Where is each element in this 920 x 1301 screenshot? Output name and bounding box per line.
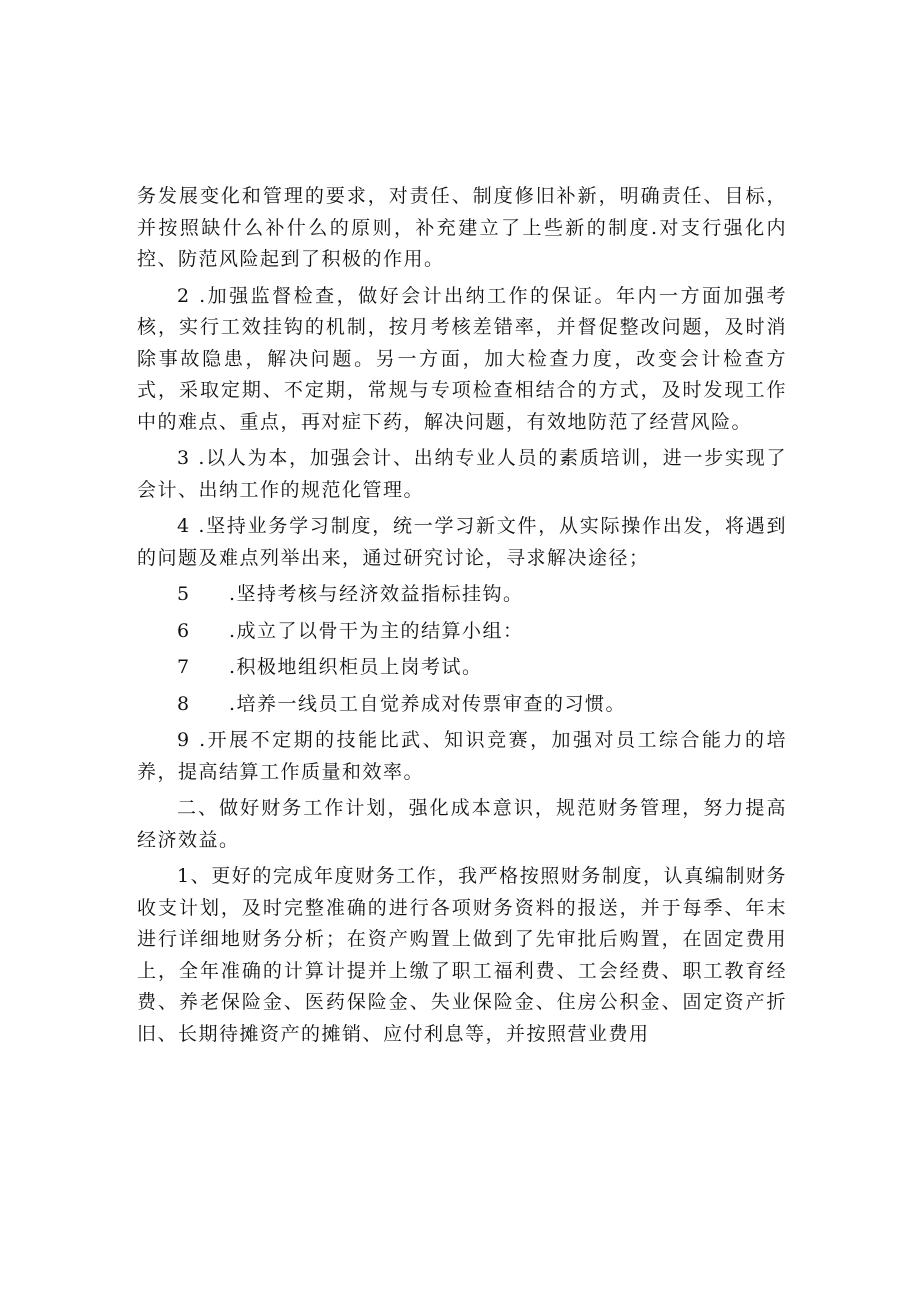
section-2-heading: 二、做好财务工作计划，强化成本意识，规范财务管理，努力提高经济效益。: [137, 797, 787, 851]
item-6-line: [137, 616, 787, 648]
item-text: .积极地组织柜员上岗考试。: [229, 656, 483, 678]
item-number: 7: [177, 656, 191, 678]
item-text: .培养一线员工自觉养成对传票审查的习惯。: [229, 692, 627, 715]
item-number: 8: [177, 692, 191, 715]
item-9-paragraph: 9 .开展不定期的技能比武、知识竞赛，加强对员工综合能力的培养，提高结算工作质量和效率。: [137, 729, 787, 783]
item-text: .坚持考核与经济效益指标挂钩。: [229, 583, 524, 605]
item-8-line: [137, 689, 787, 721]
document-page: [137, 181, 787, 1055]
continuation-paragraph: 务发展变化和管理的要求，对责任、制度修旧补新，明确责任、目标，并按照缺什么补什么的原则，补充建立了上些新的制度.对支行强化内控、防范风险起到了积极的作用。: [137, 185, 787, 270]
item-number: 5: [177, 583, 191, 605]
item-4-paragraph: 4 .坚持业务学习制度，统一学习新文件，从实际操作出发，将遇到的问题及难点列举出来，通过研究讨论，寻求解决途径；: [137, 515, 787, 569]
item-3-paragraph: 3 .以人为本，加强会计、出纳专业人员的素质培训，进一步实现了会计、出纳工作的规范化管理。: [137, 447, 787, 501]
section-2-paragraph-1: 1、更好的完成年度财务工作，我严格按照财务制度，认真编制财务收支计划，及时完整准确的进行各项财务资料的报送，并于每季、年末进行详细地财务分析；在资产购置上做到了先审批后购置，在固定费用上，全年准确的计算计提并上缴了职工福利费、工会经费、职工教育经费、养老保险金、医药保险金、失业保险金、住房公积金、固定资产折旧、长期待摊资产的摊销、应付利息等，并按照营业费用: [137, 865, 787, 1045]
item-text: .成立了以骨干为主的结算小组：: [229, 619, 524, 642]
item-number: 6: [177, 619, 191, 642]
item-5-line: [137, 579, 787, 611]
item-7-line: [137, 652, 787, 684]
item-2-paragraph: 2 .加强监督检查，做好会计出纳工作的保证。年内一方面加强考核，实行工效挂钩的机制，按月考核差错率，并督促整改问题，及时消除事故隐患，解决问题。另一方面，加大检查力度，改变会计检查方式，采取定期、不定期，常规与专项检查相结合的方式，及时发现工作中的难点、重点，再对症下药，解决问题，有效地防范了经营风险。: [137, 284, 787, 433]
